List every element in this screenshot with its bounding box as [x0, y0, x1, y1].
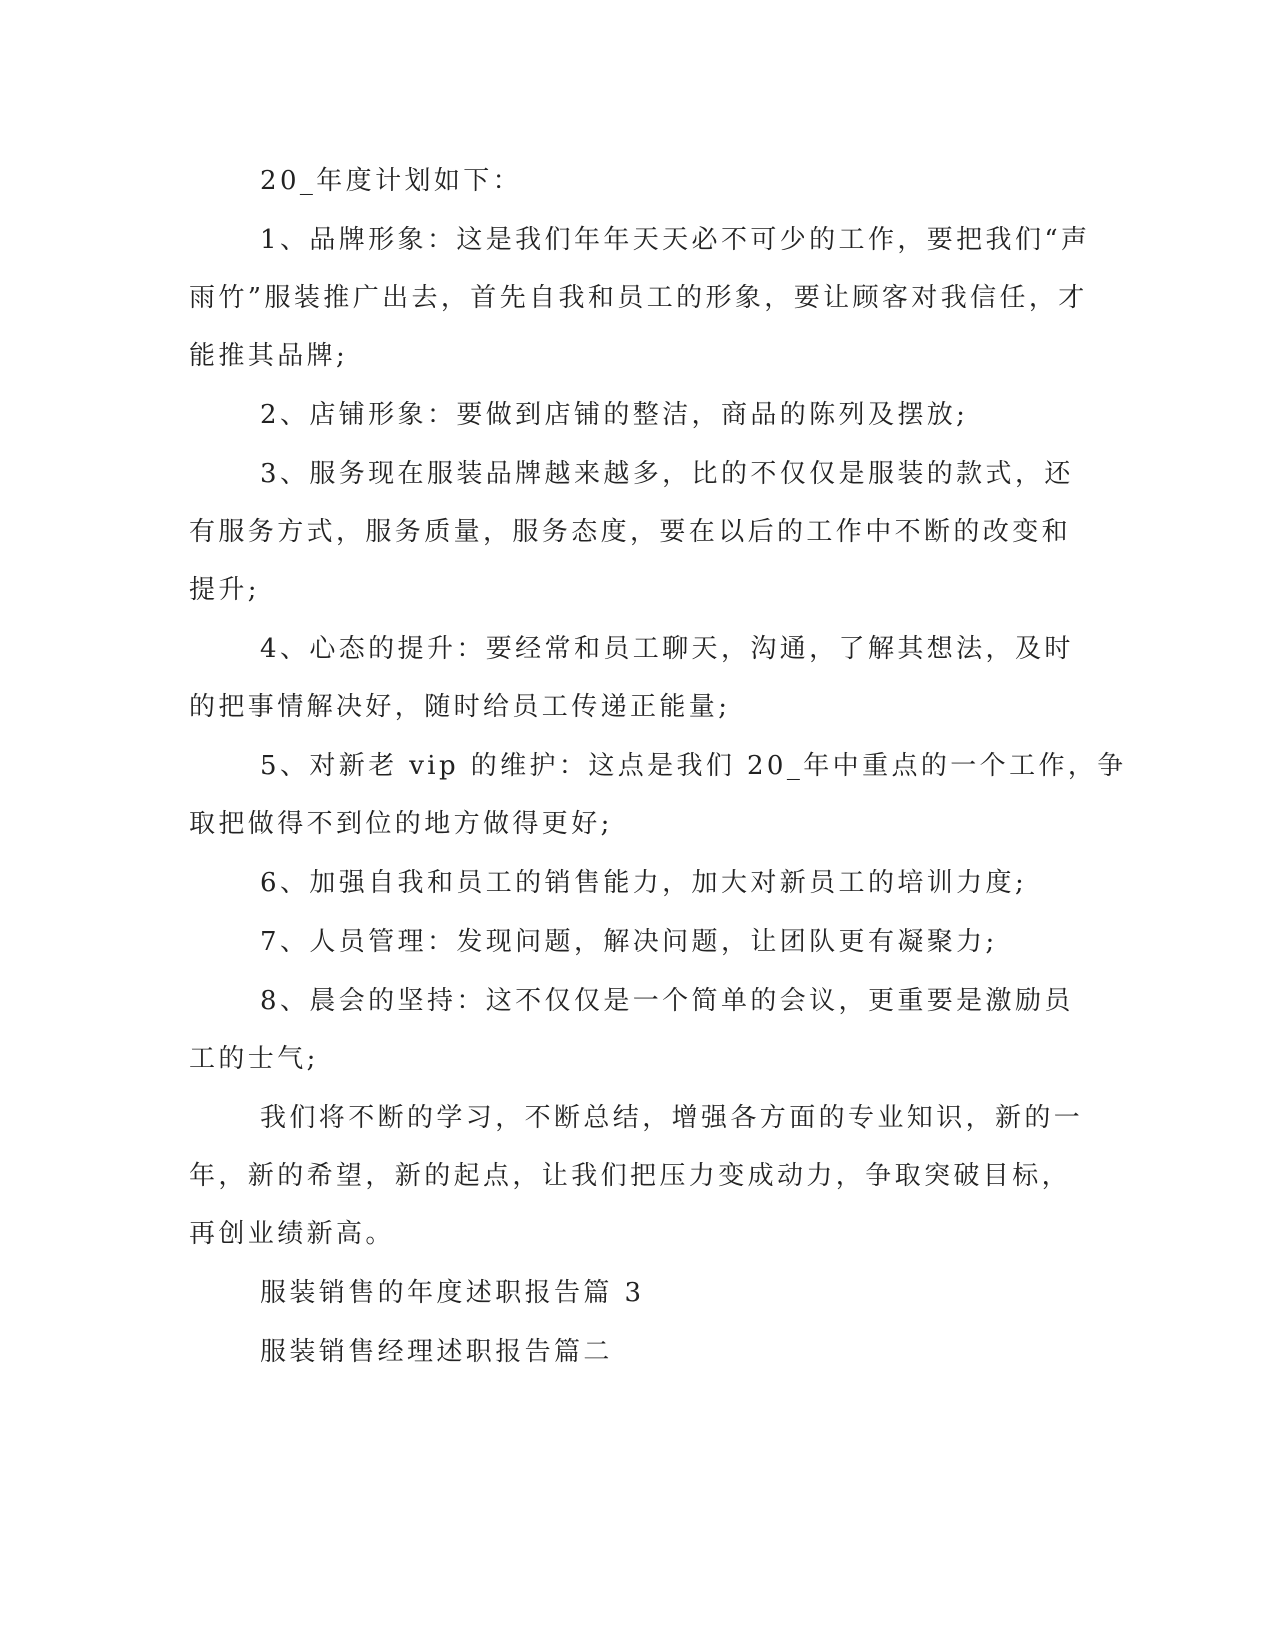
- item-5-line-1: 5、对新老 vip 的维护：这点是我们 20_年中重点的一个工作，争: [260, 751, 1127, 781]
- item-6-line-1: 6、加强自我和员工的销售能力，加大对新员工的培训力度;: [260, 868, 1028, 898]
- section-heading-3: 服装销售的年度述职报告篇 3: [260, 1278, 645, 1308]
- item-3-line-2: 有服务方式，服务质量，服务态度，要在以后的工作中不断的改变和: [189, 517, 1072, 547]
- item-7-line-1: 7、人员管理：发现问题，解决问题，让团队更有凝聚力;: [260, 927, 998, 957]
- item-5-line-2: 取把做得不到位的地方做得更好;: [189, 809, 613, 839]
- item-4-line-2: 的把事情解决好，随时给员工传递正能量;: [189, 692, 731, 722]
- closing-line-2: 年，新的希望，新的起点，让我们把压力变成动力，争取突破目标，: [189, 1161, 1072, 1191]
- item-3-line-3: 提升;: [189, 575, 260, 605]
- item-1-line-1: 1、品牌形象：这是我们年年天天必不可少的工作，要把我们“声: [260, 225, 1091, 255]
- plan-intro: 20_年度计划如下：: [260, 166, 523, 196]
- item-4-line-1: 4、心态的提升：要经常和员工聊天，沟通，了解其想法，及时: [260, 634, 1074, 664]
- item-1-line-3: 能推其品牌;: [189, 341, 349, 371]
- item-3-line-1: 3、服务现在服装品牌越来越多，比的不仅仅是服装的款式，还: [260, 459, 1074, 489]
- closing-line-3: 再创业绩新高。: [189, 1219, 395, 1249]
- item-2-line-1: 2、店铺形象：要做到店铺的整洁，商品的陈列及摆放;: [260, 400, 969, 430]
- section-heading-2: 服装销售经理述职报告篇二: [260, 1337, 613, 1367]
- item-8-line-1: 8、晨会的坚持：这不仅仅是一个简单的会议，更重要是激励员: [260, 986, 1074, 1016]
- item-8-line-2: 工的士气;: [189, 1044, 319, 1074]
- item-1-line-2: 雨竹”服装推广出去，首先自我和员工的形象，要让顾客对我信任，才: [189, 283, 1088, 313]
- closing-line-1: 我们将不断的学习，不断总结，增强各方面的专业知识，新的一: [260, 1103, 1084, 1133]
